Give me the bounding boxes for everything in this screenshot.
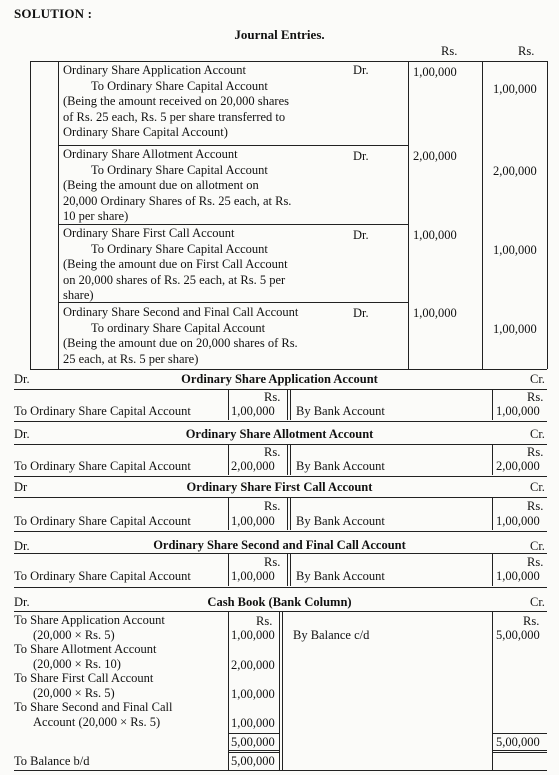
ledger-rule (287, 389, 288, 420)
ledger-rule (290, 389, 291, 420)
journal-border (30, 61, 547, 62)
ledger-rule (14, 497, 547, 498)
ledger-right-entry: By Bank Account (296, 514, 385, 528)
narration-line: (Being the amount due on First Call Account (63, 257, 288, 272)
total-rule (228, 733, 279, 734)
narration-line: Ordinary Share Capital Account) (63, 125, 228, 140)
journal-entry (63, 305, 383, 367)
narration-line: 20,000 Ordinary Shares of Rs. 25 each, at Rs. (63, 193, 292, 208)
credit-account: To Ordinary Share Capital Account (91, 78, 268, 93)
ledger-title: Ordinary Share First Call Account (186, 480, 373, 494)
journal-border (408, 61, 409, 369)
ledger-rule (14, 553, 547, 554)
credit-amount: 1,00,000 (493, 82, 537, 96)
ledger-rule (492, 444, 493, 475)
ledger-rule (279, 611, 280, 770)
cashbook-item-line: (20,000 × Rs. 5) (33, 628, 115, 642)
cashbook-item-line: (20,000 × Rs. 10) (33, 657, 121, 671)
ledger-left-entry: To Ordinary Share Capital Account (14, 404, 191, 418)
ledger-right-entry: By Bank Account (296, 459, 385, 473)
total-rule (492, 752, 547, 753)
credit-account: To Ordinary Share Capital Account (91, 162, 268, 177)
ledger-rule (14, 611, 547, 612)
rs-label: Rs. (264, 499, 281, 513)
journal-border (30, 369, 547, 370)
rs-label: Rs. (527, 555, 544, 569)
credit-amount: 2,00,000 (493, 164, 537, 178)
ledger-left-amount: 1,00,000 (231, 569, 275, 583)
total-rule (492, 733, 547, 734)
ledger-rule (282, 611, 283, 770)
ledger-right-amount: 1,00,000 (496, 514, 540, 528)
ledger-rule (492, 553, 493, 586)
debit-amount: 1,00,000 (413, 65, 457, 79)
ledger-title: Ordinary Share Allotment Account (185, 427, 374, 441)
ledger-rule (14, 421, 547, 422)
ledger-rule (287, 553, 288, 586)
credit-amount: 1,00,000 (493, 322, 537, 336)
debit-account: Ordinary Share Second and Final Call Account (63, 305, 299, 319)
ledger-rule (14, 476, 547, 477)
cashbook-title: Cash Book (Bank Column) (207, 595, 352, 609)
rs-label: Rs. (527, 445, 544, 459)
cashbook-right-entry: By Balance c/d (293, 628, 370, 642)
narration-line: of Rs. 25 each, Rs. 5 per share transferred to (63, 109, 286, 124)
cashbook-total-right: 5,00,000 (496, 735, 540, 749)
ledger-rule (228, 611, 229, 770)
dr-label: Dr. (353, 63, 369, 77)
narration-line: on 20,000 shares of Rs. 25 each, at Rs. 5 per (63, 272, 286, 287)
narration-line: 25 each, at Rs. 5 per share) (63, 351, 199, 366)
journal-border (547, 61, 548, 369)
cashbook-balance-entry: To Balance b/d (14, 754, 90, 768)
debit-amount: 1,00,000 (413, 228, 457, 242)
rs-label: Rs. (523, 614, 540, 628)
ledger-rule (492, 389, 493, 420)
ledger-rule (492, 497, 493, 530)
total-rule (228, 750, 279, 751)
ledger-left-amount: 1,00,000 (231, 404, 275, 418)
ledger-left-entry: To Ordinary Share Capital Account (14, 459, 191, 473)
debit-account: Ordinary Share First Call Account (63, 226, 235, 240)
rs-label: Rs. (527, 390, 544, 404)
ledger-cr-label: Cr. (530, 372, 545, 386)
ledger-rule (14, 389, 547, 390)
rs-label: Rs. (527, 499, 544, 513)
ledger-rule (14, 531, 547, 532)
rs-label: Rs. (264, 555, 281, 569)
journal-divider (58, 145, 408, 146)
cashbook-total-left: 5,00,000 (231, 735, 275, 749)
cashbook-item-line: Account (20,000 × Rs. 5) (33, 715, 161, 729)
journal-entry (63, 63, 383, 141)
ledger-rule (290, 553, 291, 586)
ledger-rule (290, 444, 291, 475)
rs-label: Rs. (256, 614, 273, 628)
solution-heading: SOLUTION : (14, 6, 93, 21)
ledger-left-entry: To Ordinary Share Capital Account (14, 514, 191, 528)
ledger-rule (290, 497, 291, 530)
journal-border (482, 61, 483, 369)
journal-entry (63, 147, 383, 225)
ledger-cr-label: Cr. (530, 595, 545, 609)
total-rule (228, 752, 279, 753)
cashbook-item-line: (20,000 × Rs. 5) (33, 686, 115, 700)
ledger-right-amount: 1,00,000 (496, 569, 540, 583)
dr-label: Dr. (353, 149, 369, 163)
narration-line: share) (63, 288, 94, 303)
ledger-rule (14, 770, 547, 771)
cashbook-right-amount: 5,00,000 (496, 628, 540, 642)
rs-label: Rs. (264, 390, 281, 404)
credit-account: To Ordinary Share Capital Account (91, 241, 268, 256)
ledger-right-entry: By Bank Account (296, 569, 385, 583)
ledger-rule (14, 444, 547, 445)
ledger-rule (287, 444, 288, 475)
cashbook-item-amount: 1,00,000 (231, 687, 275, 701)
cashbook-item-line: To Share Allotment Account (14, 642, 157, 656)
ledger-rule (228, 553, 229, 586)
ledger-title: Ordinary Share Application Account (181, 372, 378, 386)
debit-account: Ordinary Share Allotment Account (63, 147, 238, 161)
cashbook-item-line: To Share First Call Account (14, 671, 154, 685)
dr-label: Dr. (353, 306, 369, 320)
ledger-cr-label: Cr. (530, 480, 545, 494)
ledger-dr-label: Dr (14, 480, 28, 494)
ledger-left-entry: To Ordinary Share Capital Account (14, 569, 191, 583)
ledger-title: Ordinary Share Second and Final Call Account (153, 538, 406, 552)
cashbook-item-line: To Share Second and Final Call (14, 700, 173, 714)
narration-line: (Being the amount due on allotment on (63, 178, 259, 193)
ledger-dr-label: Dr. (14, 427, 30, 441)
cashbook-item-line: To Share Application Account (14, 613, 165, 627)
ledger-cr-label: Cr. (530, 427, 545, 441)
debit-amount: 1,00,000 (413, 306, 457, 320)
journal-border (58, 61, 59, 369)
journal-border (30, 61, 31, 369)
ledger-rule (228, 389, 229, 420)
narration-line: (Being the amount due on 20,000 shares of Rs. (63, 336, 298, 351)
journal-rs-debit-header: Rs. (441, 44, 458, 58)
debit-amount: 2,00,000 (413, 149, 457, 163)
journal-title: Journal Entries. (234, 27, 325, 42)
rs-label: Rs. (264, 445, 281, 459)
cashbook-item-amount: 1,00,000 (231, 716, 275, 730)
narration-line: (Being the amount received on 20,000 shares (63, 94, 289, 109)
ledger-rule (492, 611, 493, 770)
journal-rs-credit-header: Rs. (518, 44, 535, 58)
ledger-rule (228, 497, 229, 530)
ledger-left-amount: 1,00,000 (231, 514, 275, 528)
ledger-rule (287, 497, 288, 530)
cashbook-item-amount: 2,00,000 (231, 658, 275, 672)
cashbook-item-amount: 1,00,000 (231, 628, 275, 642)
ledger-left-amount: 2,00,000 (231, 459, 275, 473)
ledger-right-amount: 2,00,000 (496, 459, 540, 473)
ledger-right-amount: 1,00,000 (496, 404, 540, 418)
ledger-dr-label: Dr. (14, 372, 30, 386)
cashbook-balance-amount: 5,00,000 (231, 754, 275, 768)
ledger-cr-label: Cr. (530, 539, 545, 553)
total-rule (492, 750, 547, 751)
ledger-right-entry: By Bank Account (296, 404, 385, 418)
debit-account: Ordinary Share Application Account (63, 63, 246, 77)
narration-line: 10 per share) (63, 209, 129, 224)
journal-entry (63, 226, 383, 304)
ledger-rule (14, 587, 547, 588)
dr-label: Dr. (353, 228, 369, 242)
ledger-rule (228, 444, 229, 475)
ledger-dr-label: Dr. (14, 595, 30, 609)
credit-account: To ordinary Share Capital Account (91, 320, 266, 335)
credit-amount: 1,00,000 (493, 243, 537, 257)
ledger-dr-label: Dr. (14, 539, 30, 553)
